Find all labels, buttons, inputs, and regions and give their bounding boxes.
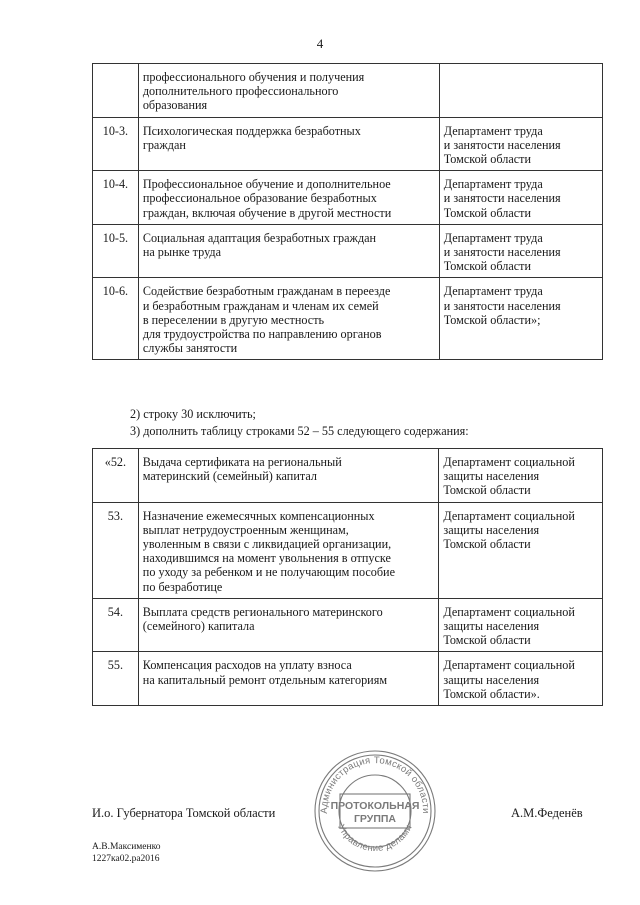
- department-cell: [439, 449, 603, 503]
- service-name-line: материнский (семейный) капитал: [142, 469, 317, 484]
- department-cell: [439, 598, 603, 652]
- department-cell: [439, 278, 602, 360]
- row-number-cell: [93, 64, 139, 118]
- service-name-line: службы занятости: [142, 341, 238, 356]
- department-line: Департамент труда: [443, 284, 543, 299]
- service-name-cell: [138, 64, 439, 118]
- service-name-line: профессионального обучения и получения: [142, 70, 365, 84]
- service-name-line: (семейного) капитала: [142, 619, 255, 634]
- service-name-line: Профессиональное обучение и дополнительное: [142, 177, 391, 192]
- department-line: Департамент социальной: [443, 508, 575, 523]
- row-number-cell: 10-4.: [93, 171, 139, 225]
- table-row: [93, 449, 603, 503]
- department-line: защиты населения: [443, 619, 540, 634]
- stamp-center-line-1: ПРОТОКОЛЬНАЯ: [330, 800, 420, 812]
- department-line: Департамент труда: [443, 177, 543, 192]
- department-cell: [439, 64, 602, 118]
- department-cell: [439, 502, 603, 598]
- service-name-line: по уходу за ребенком и не получающим пособие: [142, 565, 395, 580]
- table-row: [93, 278, 603, 360]
- service-name-line: Содействие безработным гражданам в переезде: [142, 284, 391, 299]
- department-line: защиты населения: [443, 469, 540, 484]
- department-line: Томской области: [443, 205, 531, 220]
- department-line: и занятости населения: [443, 298, 561, 313]
- service-name-cell: [138, 224, 439, 278]
- table-row: [93, 171, 603, 225]
- row-number-cell: 10-6.: [93, 278, 139, 360]
- service-name-cell: [138, 502, 439, 598]
- department-line: Департамент социальной: [443, 604, 575, 619]
- department-line: Томской области: [443, 259, 531, 274]
- service-name-line: и безработным гражданам и членам их семей: [142, 298, 379, 313]
- service-name-line: Компенсация расходов на уплату взноса: [142, 658, 352, 673]
- service-name-line: профессиональное образование безработных: [142, 191, 377, 206]
- department-line: защиты населения: [443, 522, 540, 537]
- signatory-name: А.М.Феденёв: [511, 806, 583, 820]
- stamp-center-line-2: ГРУППА: [353, 813, 397, 825]
- department-line: Томской области: [443, 633, 531, 648]
- row-number-cell: 54.: [93, 598, 139, 652]
- service-name-line: граждан, включая обучение в другой местности: [142, 205, 392, 220]
- row-number-cell: 53.: [93, 502, 139, 598]
- service-name-line: в переселении в другую местность: [142, 312, 325, 327]
- amendment-line-2: 3) дополнить таблицу строками 52 – 55 следующего содержания:: [130, 424, 469, 438]
- service-name-line: для трудоустройства по направлению органов: [142, 327, 382, 342]
- department-line: и занятости населения: [443, 137, 561, 152]
- amendment-line-1: 2) строку 30 исключить;: [130, 407, 256, 421]
- footer-author: А.В.Максименко: [92, 842, 161, 852]
- department-cell: [439, 652, 603, 706]
- department-line: и занятости населения: [443, 245, 561, 260]
- service-name-line: Психологическая поддержка безработных: [142, 123, 361, 138]
- service-name-line: уволенным в связи с ликвидацией организации,: [142, 537, 392, 552]
- row-number-cell: 10-3.: [93, 117, 139, 171]
- service-name-cell: [138, 278, 439, 360]
- service-name-line: Социальная адаптация безработных граждан: [142, 230, 377, 245]
- department-line: и занятости населения: [443, 191, 561, 206]
- service-name-line: выплат нетрудоустроенным женщинам,: [142, 522, 349, 537]
- table-row: [93, 598, 603, 652]
- department-line: Томской области: [443, 483, 531, 498]
- table-row: [93, 224, 603, 278]
- department-cell: [439, 224, 602, 278]
- table-row: [93, 117, 603, 171]
- stamp-outer-bottom-text: Управление делами: [335, 822, 415, 855]
- stamp-outer-top-text: Администрация Томской области: [318, 754, 432, 814]
- service-name-line: Выдача сертификата на региональный: [142, 455, 342, 469]
- service-name-cell: [138, 598, 439, 652]
- service-name-line: на капитальный ремонт отдельным категориям: [142, 672, 388, 687]
- department-line: Томской области: [443, 152, 531, 167]
- department-line: защиты населения: [443, 672, 540, 687]
- table-row: [93, 652, 603, 706]
- official-stamp-icon: [310, 746, 440, 876]
- department-line: Томской области».: [443, 686, 540, 701]
- services-table-additions: [92, 448, 603, 706]
- department-line: Департамент труда: [443, 230, 543, 245]
- signatory-position: И.о. Губернатора Томской области: [92, 806, 276, 820]
- department-cell: [439, 117, 602, 171]
- table-row: [93, 502, 603, 598]
- department-line: Департамент труда: [443, 123, 543, 138]
- department-line: Департамент социальной: [443, 658, 575, 673]
- service-name-cell: [138, 449, 439, 503]
- service-name-cell: [138, 117, 439, 171]
- service-name-line: дополнительного профессионального: [142, 84, 339, 99]
- row-number-cell: 55.: [93, 652, 139, 706]
- service-name-line: граждан: [142, 137, 186, 152]
- service-name-line: находившимся на момент увольнения в отпуске: [142, 551, 391, 566]
- row-number-cell: «52.: [93, 449, 139, 503]
- row-number-cell: 10-5.: [93, 224, 139, 278]
- services-table-continued: [92, 63, 603, 360]
- department-line: Департамент социальной: [443, 455, 575, 469]
- department-cell: [439, 171, 602, 225]
- service-name-line: образования: [142, 98, 208, 113]
- service-name-line: Назначение ежемесячных компенсационных: [142, 508, 375, 523]
- service-name-line: по безработице: [142, 579, 223, 594]
- service-name-cell: [138, 171, 439, 225]
- table-row: [93, 64, 603, 118]
- department-line: Томской области: [443, 537, 531, 552]
- service-name-cell: [138, 652, 439, 706]
- page-number: 4: [316, 36, 324, 51]
- footer-file-code: 1227ка02.ра2016: [92, 854, 160, 864]
- service-name-line: Выплата средств регионального материнского: [142, 604, 383, 619]
- department-line: Томской области»;: [443, 312, 541, 327]
- service-name-line: на рынке труда: [142, 245, 222, 260]
